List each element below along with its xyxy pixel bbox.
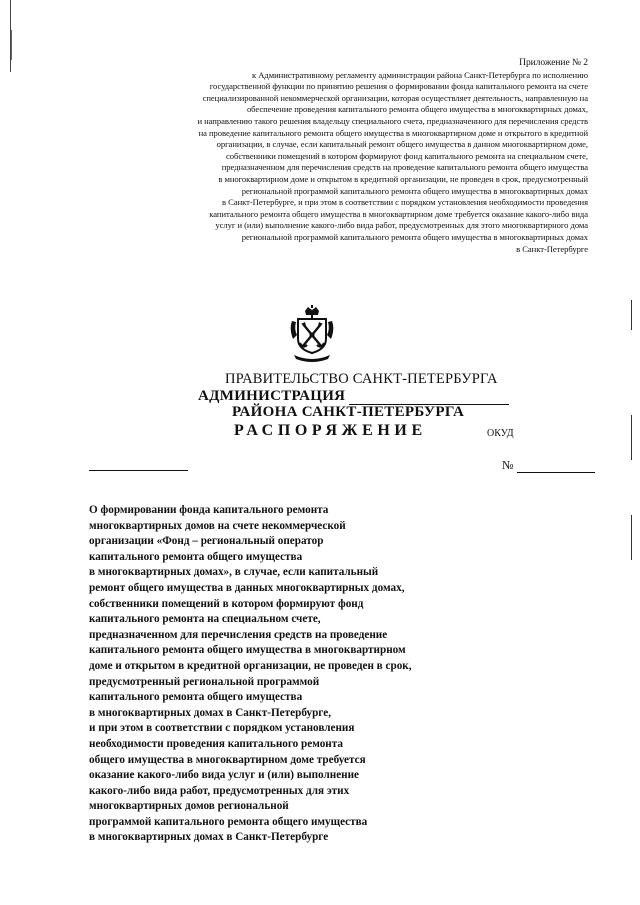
subject-line: в многоквартирных домах в Санкт-Петербурге, (89, 706, 332, 719)
appendix-line: в Санкт-Петербурге, и при этом в соответствии с порядком установления необходимости проведения (222, 197, 588, 208)
appendix-block (88, 58, 588, 255)
subject-line: оказание какого-либо вида услуг и (или) выполнение (89, 769, 360, 782)
subject-line: О формировании фонда капитального ремонта (89, 504, 329, 516)
subject-line: общего имущества в многоквартирном доме требуется (89, 753, 366, 766)
appendix-line: специализированной некоммерческой организации, которая осуществляет деятельность, направленную на (202, 92, 588, 103)
subject-line: многоквартирных домов региональной (89, 800, 289, 813)
subject-line: организации «Фонд – региональный оператор (89, 535, 324, 548)
subject-line: капитального ремонта общего имущества (89, 550, 303, 563)
appendix-line: капитального ремонта общего имущества в многоквартирном доме требуется оказание какого-либо вида (209, 208, 588, 219)
subject-line: предназначенном для перечисления средств на проведение (89, 628, 388, 641)
number-label: № (502, 458, 514, 472)
document-type-title: РАСПОРЯЖЕНИЕ (234, 422, 427, 439)
subject-line: какого-либо вида работ, предусмотренных для этих (89, 784, 350, 797)
appendix-line: обеспечение проведения капитального ремонта общего имущества в многоквартирных домах, (246, 104, 588, 115)
subject-line: в многоквартирных домах», в случае, если капитальный (89, 566, 379, 579)
appendix-line: региональной программой капитального ремонта общего имущества в многоквартирных домах (241, 231, 588, 242)
subject-line: капитального ремонта на специальном счете, (89, 613, 321, 626)
subject-line: капитального ремонта общего имущества (89, 691, 303, 704)
appendix-line: в Санкт-Петербурге (516, 243, 588, 254)
number-blank (517, 460, 595, 473)
administration-row (198, 388, 509, 405)
okud-label: ОКУД (487, 428, 514, 439)
scan-artifact-right-1 (631, 300, 632, 330)
subject-line: доме и открытом в кредитной организации, не проведен в срок, (89, 659, 412, 672)
appendix-line: государственной функции по принятию решения о формировании фонда капитального ремонта на счете (209, 81, 588, 92)
appendix-line: организации, в случае, если капитальный ремонт общего имущества в данном многоквартирном доме, (216, 139, 588, 150)
subject-line: и при этом в соответствии с порядком установления (89, 722, 355, 735)
appendix-line: на проведение капитального ремонта общего имущества в многоквартирном доме и открытого в кредитной (198, 127, 588, 138)
appendix-line: и направлению такого решения владельцу специального счета, предназначенного для перечисления средств (197, 115, 588, 126)
subject-block (89, 503, 539, 846)
appendix-line: в многоквартирном доме и открытом в кредитной организации, не проведен в срок, предусмотренный (218, 173, 588, 184)
date-blank (89, 470, 188, 471)
appendix-line: собственники помещений в котором формируют фонд капитального ремонта на специальном счете, (225, 150, 588, 161)
subject-line: необходимости проведения капитального ремонта (89, 737, 343, 750)
appendix-line: предназначенном для перечисления средств на проведение капитального ремонта общего имущества (221, 162, 588, 173)
subject-line: в многоквартирных домах в Санкт-Петербурге (89, 831, 329, 844)
subject-line: предусмотренный региональной программой (89, 675, 320, 688)
district-name-blank (349, 388, 509, 405)
scan-artifact-left-2 (11, 30, 12, 60)
subject-line: многоквартирных домов на счете некоммерческой (89, 519, 346, 532)
subject-line: программой капитального ремонта общего имущества (89, 815, 368, 828)
appendix-line: к Административному регламенту администрации района Санкт-Петербурга по исполнению (252, 69, 588, 80)
appendix-line: услуг и (или) выполнение какого-либо вида работ, предусмотренных для этого многоквартирного дома (215, 220, 588, 231)
administration-title: АДМИНИСТРАЦИЯ (198, 388, 346, 404)
subject-line: собственники помещений в котором формируют фонд (89, 597, 364, 610)
number-row (502, 458, 595, 473)
appendix-line: региональной программой капитального ремонта общего имущества в многоквартирных домах (241, 185, 588, 196)
district-title: РАЙОНА САНКТ-ПЕТЕРБУРГА (232, 404, 465, 420)
subject-line: ремонт общего имущества в данных многоквартирных домах, (89, 581, 405, 594)
scan-artifact-right-3 (631, 515, 632, 560)
scan-artifact-right-2 (631, 415, 632, 460)
subject-line: капитального ремонта общего имущества в многоквартирном (89, 644, 406, 657)
appendix-title: Приложение № 2 (519, 58, 588, 68)
saint-petersburg-coat-of-arms-icon (288, 305, 336, 363)
government-title: ПРАВИТЕЛЬСТВО САНКТ-ПЕТЕРБУРГА (225, 371, 498, 387)
